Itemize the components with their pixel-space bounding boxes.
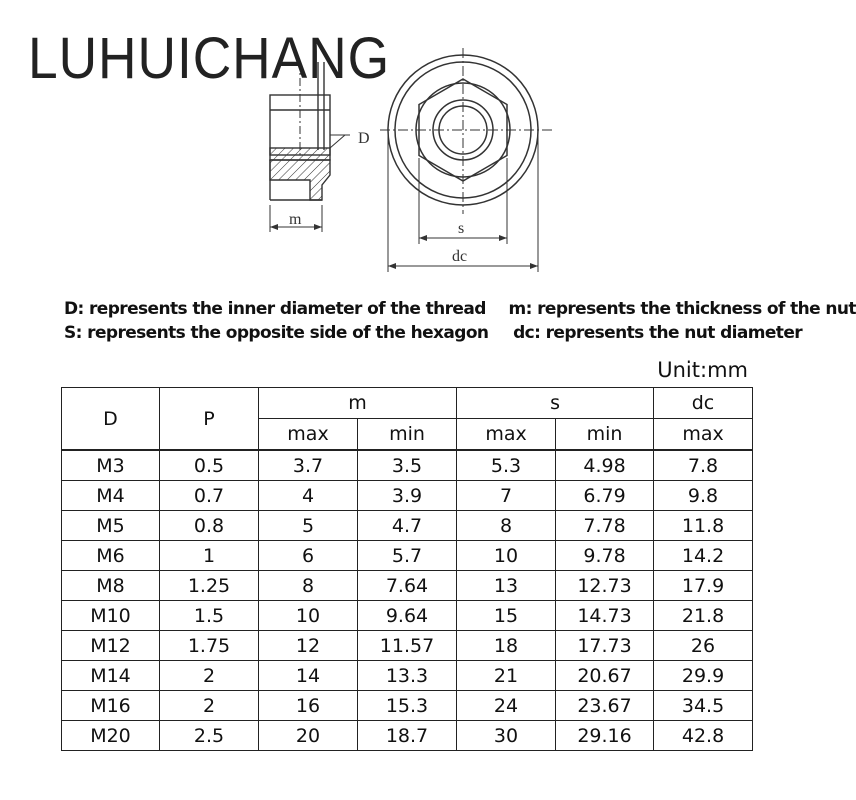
cell-m-max: 12 xyxy=(259,631,358,661)
header-m-min: min xyxy=(358,419,457,451)
cell-s-max: 15 xyxy=(457,601,556,631)
cell-dc-max: 9.8 xyxy=(654,481,753,511)
label-dc: dc xyxy=(452,248,468,265)
cell-pitch: 2.5 xyxy=(160,721,259,751)
cell-size: M4 xyxy=(62,481,160,511)
cell-s-min: 9.78 xyxy=(556,541,654,571)
table-row xyxy=(62,601,753,631)
cell-s-max: 13 xyxy=(457,571,556,601)
legend-line-2 xyxy=(64,323,802,343)
cell-size: M3 xyxy=(62,450,160,481)
cell-m-min: 3.5 xyxy=(358,450,457,481)
cell-pitch: 0.8 xyxy=(160,511,259,541)
header-D: D xyxy=(62,388,160,451)
label-D: D xyxy=(358,130,370,147)
header-P: P xyxy=(160,388,259,451)
cell-m-min: 15.3 xyxy=(358,691,457,721)
cell-s-max: 30 xyxy=(457,721,556,751)
cell-dc-max: 14.2 xyxy=(654,541,753,571)
cell-m-min: 4.7 xyxy=(358,511,457,541)
header-m-max: max xyxy=(259,419,358,451)
cell-m-max: 5 xyxy=(259,511,358,541)
cell-m-min: 7.64 xyxy=(358,571,457,601)
cell-m-max: 6 xyxy=(259,541,358,571)
table-row xyxy=(62,661,753,691)
cell-dc-max: 11.8 xyxy=(654,511,753,541)
cell-s-max: 10 xyxy=(457,541,556,571)
cell-dc-max: 42.8 xyxy=(654,721,753,751)
cell-size: M8 xyxy=(62,571,160,601)
cell-pitch: 2 xyxy=(160,691,259,721)
label-s: s xyxy=(458,220,465,237)
nut-front-view xyxy=(380,48,552,272)
cell-m-max: 4 xyxy=(259,481,358,511)
cell-s-max: 7 xyxy=(457,481,556,511)
cell-m-max: 3.7 xyxy=(259,450,358,481)
cell-s-min: 20.67 xyxy=(556,661,654,691)
cell-s-min: 23.67 xyxy=(556,691,654,721)
table-row xyxy=(62,691,753,721)
header-dc: dc xyxy=(654,388,753,419)
table-row xyxy=(62,541,753,571)
cell-m-max: 8 xyxy=(259,571,358,601)
label-m: m xyxy=(289,211,302,228)
cell-size: M10 xyxy=(62,601,160,631)
legend-line-1 xyxy=(64,299,856,319)
cell-size: M20 xyxy=(62,721,160,751)
cell-s-min: 7.78 xyxy=(556,511,654,541)
cell-m-max: 14 xyxy=(259,661,358,691)
cell-s-max: 8 xyxy=(457,511,556,541)
cell-m-min: 5.7 xyxy=(358,541,457,571)
header-s: s xyxy=(457,388,654,419)
cell-pitch: 1.75 xyxy=(160,631,259,661)
cell-m-min: 11.57 xyxy=(358,631,457,661)
table-row xyxy=(62,631,753,661)
cell-s-min: 4.98 xyxy=(556,450,654,481)
legend-dc: dc: represents the nut diameter xyxy=(513,323,803,343)
cell-s-max: 5.3 xyxy=(457,450,556,481)
cell-pitch: 1.5 xyxy=(160,601,259,631)
unit-label: Unit:mm xyxy=(657,358,748,382)
header-s-min: min xyxy=(556,419,654,451)
table-row xyxy=(62,450,753,481)
cell-s-min: 29.16 xyxy=(556,721,654,751)
cell-pitch: 0.7 xyxy=(160,481,259,511)
cell-s-min: 17.73 xyxy=(556,631,654,661)
header-s-max: max xyxy=(457,419,556,451)
cell-m-min: 13.3 xyxy=(358,661,457,691)
header-m: m xyxy=(259,388,457,419)
cell-size: M12 xyxy=(62,631,160,661)
table-row xyxy=(62,571,753,601)
cell-dc-max: 34.5 xyxy=(654,691,753,721)
cell-size: M6 xyxy=(62,541,160,571)
cell-s-min: 6.79 xyxy=(556,481,654,511)
legend-s: S: represents the opposite side of the hexagon xyxy=(64,323,489,343)
cell-m-min: 3.9 xyxy=(358,481,457,511)
cell-size: M5 xyxy=(62,511,160,541)
cell-s-min: 14.73 xyxy=(556,601,654,631)
cell-m-max: 20 xyxy=(259,721,358,751)
header-dc-max: max xyxy=(654,419,753,451)
brand-watermark: LUHUICHANG xyxy=(28,26,391,91)
cell-pitch: 1 xyxy=(160,541,259,571)
cell-pitch: 2 xyxy=(160,661,259,691)
cell-pitch: 1.25 xyxy=(160,571,259,601)
legend-m: m: represents the thickness of the nut xyxy=(508,299,856,319)
cell-dc-max: 21.8 xyxy=(654,601,753,631)
cell-s-max: 21 xyxy=(457,661,556,691)
table-row xyxy=(62,721,753,751)
cell-s-max: 24 xyxy=(457,691,556,721)
cell-dc-max: 7.8 xyxy=(654,450,753,481)
cell-m-min: 18.7 xyxy=(358,721,457,751)
table-row xyxy=(62,511,753,541)
legend-D: D: represents the inner diameter of the thread xyxy=(64,299,486,319)
cell-m-max: 10 xyxy=(259,601,358,631)
cell-dc-max: 29.9 xyxy=(654,661,753,691)
cell-pitch: 0.5 xyxy=(160,450,259,481)
cell-size: M16 xyxy=(62,691,160,721)
cell-m-max: 16 xyxy=(259,691,358,721)
cell-dc-max: 17.9 xyxy=(654,571,753,601)
cell-dc-max: 26 xyxy=(654,631,753,661)
cell-s-min: 12.73 xyxy=(556,571,654,601)
cell-s-max: 18 xyxy=(457,631,556,661)
table-row xyxy=(62,481,753,511)
cell-size: M14 xyxy=(62,661,160,691)
spec-table xyxy=(61,387,753,751)
cell-m-min: 9.64 xyxy=(358,601,457,631)
